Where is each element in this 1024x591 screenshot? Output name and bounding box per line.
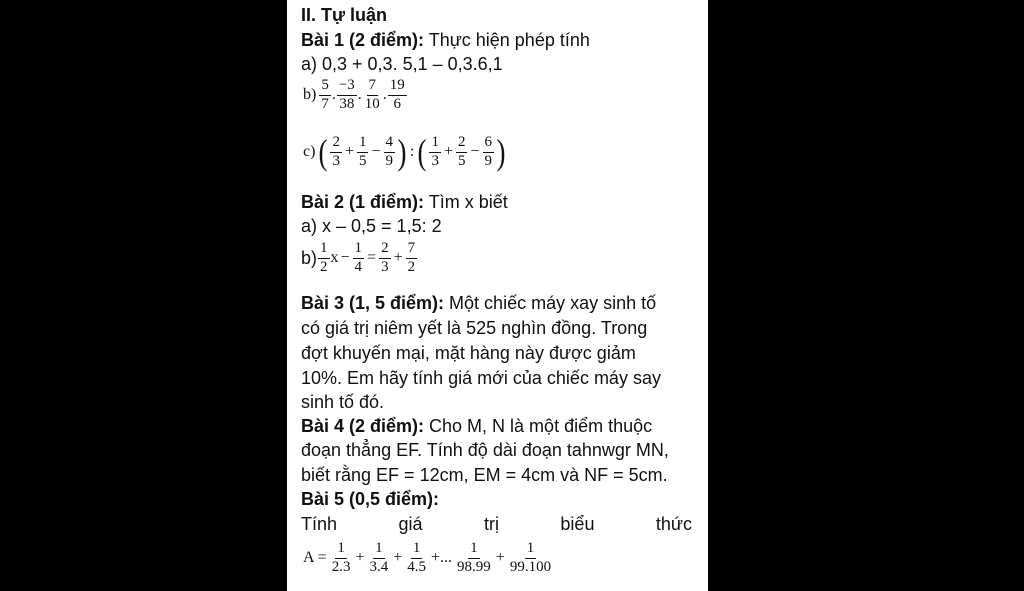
bai4-text: Cho M, N là một điểm thuộc (424, 416, 653, 436)
plus-sign: + (443, 143, 453, 160)
numerator: 1 (318, 241, 330, 259)
bai1-c-label: c) (303, 143, 316, 160)
bai3-line2: có giá trị niêm yết là 525 nghìn đồng. Trong (301, 318, 648, 338)
fraction (363, 78, 382, 113)
numerator: 7 (367, 78, 379, 96)
right-paren: ) (496, 132, 506, 172)
denominator: 4 (354, 258, 363, 275)
denominator: 3 (381, 258, 389, 275)
denominator: 2.3 (331, 558, 351, 575)
bai3-line5: sinh tố đó. (301, 392, 385, 412)
fraction (429, 135, 441, 170)
plus-sign: + (393, 549, 403, 567)
fraction (357, 135, 369, 170)
word: thức (655, 514, 692, 534)
fraction (388, 78, 407, 113)
numerator: 19 (388, 78, 407, 96)
bai1-b (301, 78, 408, 113)
bai4-line1 (301, 414, 652, 438)
bai2-b-label: b) (301, 247, 318, 268)
numerator: 1 (335, 541, 347, 559)
denominator: 38 (339, 95, 355, 112)
bai2-heading (301, 190, 508, 214)
colon-sign: : (410, 143, 415, 160)
numerator: 2 (330, 135, 342, 153)
denominator: 4.5 (407, 558, 427, 575)
bai5-heading: Bài 5 (0,5 điểm): (301, 489, 440, 509)
fraction (405, 541, 428, 576)
fraction (456, 135, 468, 170)
numerator: 1 (429, 135, 441, 153)
bai1-head: Bài 1 (2 điểm): (301, 30, 425, 50)
fraction (508, 541, 553, 576)
denominator: 9 (385, 152, 393, 169)
bai2-text: Tìm x biết (424, 192, 508, 212)
denominator: 3 (431, 152, 439, 169)
section-title: II. Tự luận (301, 5, 388, 25)
fraction (367, 541, 390, 576)
bai1-text: Thực hiện phép tính (424, 30, 590, 50)
fraction (455, 541, 493, 576)
denominator: 7 (321, 95, 329, 112)
bai2-a: a) x – 0,5 = 1,5: 2 (301, 216, 442, 236)
bai3-line3: đợt khuyến mại, mặt hàng này được giảm (301, 343, 636, 363)
bai5-formula (301, 541, 554, 576)
right-paren: ) (397, 132, 407, 172)
bai1-c (301, 134, 507, 170)
plus-sign: + (344, 143, 354, 160)
numerator: 2 (379, 241, 391, 259)
equals-sign: = (367, 249, 377, 267)
bai4-line3: biết rằng EF = 12cm, EM = 4cm và NF = 5cm. (301, 465, 668, 485)
minus-sign: − (371, 143, 381, 160)
bai2-head: Bài 2 (1 điểm): (301, 192, 425, 212)
denominator: 2 (320, 258, 328, 275)
A-label: A = (303, 549, 327, 567)
denominator: 5 (358, 152, 367, 169)
numerator: 1 (468, 541, 480, 559)
bai1-b-label: b) (303, 86, 317, 104)
dot: . (357, 86, 362, 104)
variable-x: x (330, 249, 339, 267)
denominator: 5 (457, 152, 466, 169)
fraction (330, 541, 353, 576)
fraction (483, 135, 495, 170)
bai1-heading (301, 28, 590, 52)
bai3-head: Bài 3 (1, 5 điểm): (301, 293, 445, 313)
numerator: 2 (456, 135, 468, 153)
numerator: 1 (353, 241, 365, 259)
left-paren: ( (417, 132, 427, 172)
numerator: 1 (411, 541, 423, 559)
numerator: 4 (384, 135, 396, 153)
denominator: 6 (393, 95, 402, 112)
bai3-text: Một chiếc máy xay sinh tố (444, 293, 657, 313)
bai3-line1 (301, 291, 656, 315)
denominator: 9 (484, 152, 493, 169)
numerator: 7 (406, 241, 418, 259)
bai2-b (301, 241, 418, 276)
denominator: 2 (407, 258, 416, 275)
fraction (318, 241, 330, 276)
numerator: 6 (483, 135, 495, 153)
word: giá (398, 514, 423, 534)
bai1-a: a) 0,3 + 0,3. 5,1 – 0,3.6,1 (301, 54, 503, 74)
dot: . (382, 86, 387, 104)
minus-sign: − (340, 249, 350, 267)
denominator: 98.99 (457, 558, 491, 575)
numerator: 5 (319, 78, 331, 96)
plus-sign: + (393, 249, 403, 267)
fraction (406, 241, 418, 276)
fraction (384, 135, 396, 170)
denominator: 3.4 (369, 558, 389, 575)
numerator: −3 (337, 78, 357, 96)
plus-sign: + (495, 549, 505, 567)
bai4-line2: đoạn thẳng EF. Tính độ dài đoạn tahnwgr MN, (301, 440, 669, 460)
minus-sign: − (470, 143, 480, 160)
plus-sign: + (355, 549, 365, 567)
word: Tính (301, 514, 338, 534)
denominator: 99.100 (509, 558, 552, 575)
bai5-instruction (301, 512, 692, 536)
fraction (379, 241, 391, 276)
numerator: 1 (357, 135, 369, 153)
left-paren: ( (318, 132, 328, 172)
word: trị (483, 514, 499, 534)
denominator: 3 (332, 152, 340, 169)
numerator: 1 (525, 541, 537, 559)
bai3-line4: 10%. Em hãy tính giá mới của chiếc máy say (301, 368, 661, 388)
fraction (330, 135, 342, 170)
ellipsis: +... (431, 549, 453, 567)
denominator: 10 (364, 95, 380, 112)
bai4-head: Bài 4 (2 điểm): (301, 416, 425, 436)
numerator: 1 (373, 541, 385, 559)
fraction (319, 78, 331, 113)
word: biểu (560, 514, 595, 534)
exam-sheet (287, 0, 708, 591)
fraction (353, 241, 365, 276)
fraction (337, 78, 357, 113)
dot: . (331, 86, 336, 104)
